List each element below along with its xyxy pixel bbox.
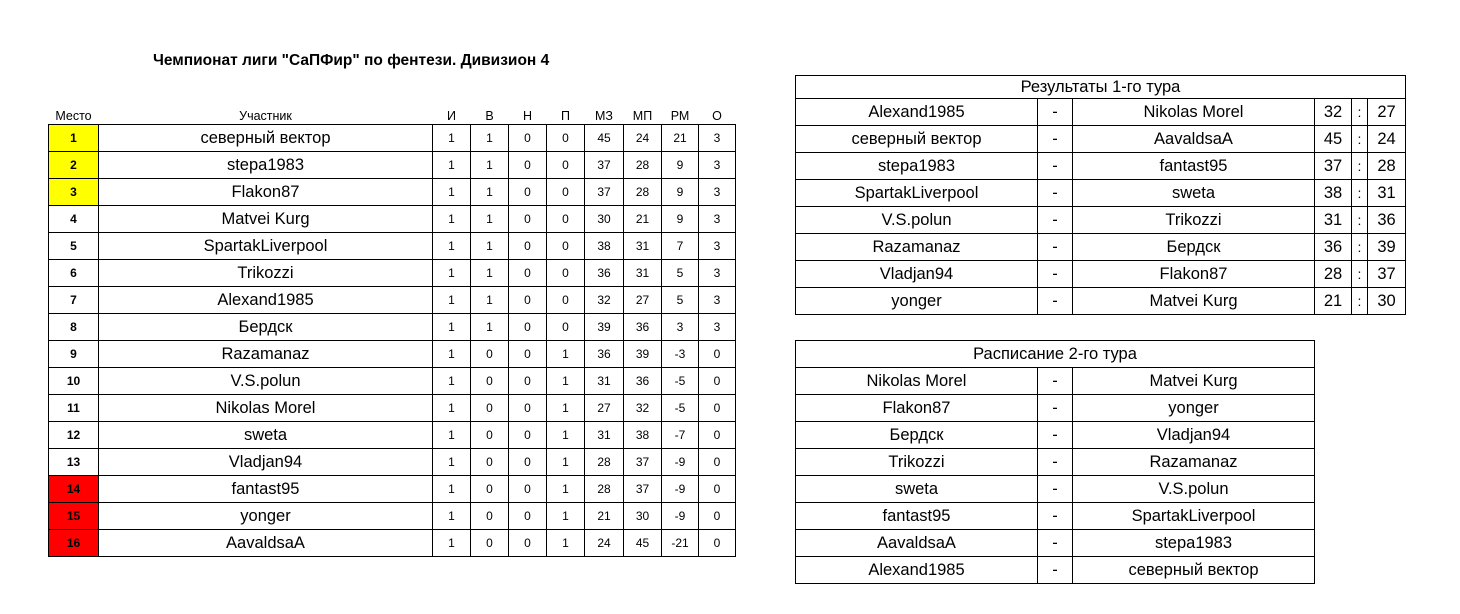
column-header: О (712, 109, 722, 123)
home-score: 32 (1315, 99, 1352, 126)
away-team: Trikozzi (1073, 207, 1315, 234)
stat-cell-p: 0 (547, 260, 585, 287)
stat-cell-i: 1 (433, 449, 471, 476)
away-team: AavaldsaA (1073, 126, 1315, 153)
place-cell: 14 (49, 476, 99, 503)
stat-cell-v: 0 (471, 341, 509, 368)
stat-cell-p: 0 (547, 287, 585, 314)
dash-separator: - (1038, 126, 1073, 153)
participant-cell: северный вектор (99, 125, 433, 152)
away-score: 39 (1368, 234, 1406, 261)
stat-cell-v: 0 (471, 422, 509, 449)
home-team: Alexand1985 (796, 557, 1038, 584)
home-score: 21 (1315, 288, 1352, 315)
dash-separator: - (1038, 207, 1073, 234)
stat-cell-mz: 21 (585, 503, 624, 530)
dash-separator: - (1038, 395, 1073, 422)
stat-cell-mz: 37 (585, 152, 624, 179)
score-colon: : (1352, 99, 1368, 126)
stat-cell-i: 1 (433, 314, 471, 341)
stat-cell-p: 0 (547, 125, 585, 152)
standings-header-row (49, 101, 736, 125)
stat-cell-rm: 3 (662, 314, 699, 341)
stat-cell-n: 0 (509, 422, 547, 449)
stat-cell-p: 0 (547, 314, 585, 341)
home-team: AavaldsaA (796, 530, 1038, 557)
stat-cell-mp: 32 (624, 395, 662, 422)
home-team: Vladjan94 (796, 261, 1038, 288)
participant-cell: Razamanaz (99, 341, 433, 368)
stat-cell-rm: 7 (662, 233, 699, 260)
home-team: fantast95 (796, 503, 1038, 530)
stat-cell-p: 0 (547, 233, 585, 260)
away-team: Matvei Kurg (1073, 368, 1315, 395)
stat-cell-o: 0 (699, 395, 736, 422)
stat-cell-v: 0 (471, 368, 509, 395)
home-team: Flakon87 (796, 395, 1038, 422)
stat-cell-rm: -9 (662, 503, 699, 530)
stat-cell-rm: 9 (662, 152, 699, 179)
result-row (796, 207, 1406, 234)
stat-cell-p: 1 (547, 368, 585, 395)
stat-cell-mp: 38 (624, 422, 662, 449)
stat-cell-o: 0 (699, 530, 736, 557)
result-row (796, 99, 1406, 126)
home-team: северный вектор (796, 126, 1038, 153)
stat-cell-n: 0 (509, 206, 547, 233)
participant-cell: Alexand1985 (99, 287, 433, 314)
table-row (49, 449, 736, 476)
stat-cell-rm: 21 (662, 125, 699, 152)
dash-separator: - (1038, 422, 1073, 449)
participant-cell: stepa1983 (99, 152, 433, 179)
place-cell: 12 (49, 422, 99, 449)
schedule-table (795, 340, 1315, 584)
participant-cell: Бердск (99, 314, 433, 341)
stat-cell-mz: 36 (585, 260, 624, 287)
stat-cell-mz: 31 (585, 422, 624, 449)
table-row (49, 152, 736, 179)
away-team: Matvei Kurg (1073, 288, 1315, 315)
away-team: Razamanaz (1073, 449, 1315, 476)
away-score: 27 (1368, 99, 1406, 126)
home-score: 38 (1315, 180, 1352, 207)
away-score: 30 (1368, 288, 1406, 315)
stat-cell-o: 0 (699, 503, 736, 530)
place-cell: 4 (49, 206, 99, 233)
stat-cell-p: 1 (547, 449, 585, 476)
stat-cell-mp: 24 (624, 125, 662, 152)
away-score: 31 (1368, 180, 1406, 207)
participant-cell: AavaldsaA (99, 530, 433, 557)
schedule-row (796, 395, 1315, 422)
place-cell: 16 (49, 530, 99, 557)
stat-cell-v: 0 (471, 395, 509, 422)
stat-cell-n: 0 (509, 287, 547, 314)
column-header: В (485, 109, 494, 123)
table-row (49, 287, 736, 314)
stat-cell-i: 1 (433, 125, 471, 152)
stat-cell-mz: 38 (585, 233, 624, 260)
stat-cell-i: 1 (433, 476, 471, 503)
away-team: sweta (1073, 180, 1315, 207)
stat-cell-mp: 28 (624, 152, 662, 179)
stat-cell-o: 3 (699, 314, 736, 341)
stat-cell-mp: 31 (624, 260, 662, 287)
stat-cell-o: 3 (699, 179, 736, 206)
home-score: 28 (1315, 261, 1352, 288)
stat-cell-o: 3 (699, 287, 736, 314)
home-team: Razamanaz (796, 234, 1038, 261)
home-team: stepa1983 (796, 153, 1038, 180)
schedule-row (796, 503, 1315, 530)
stat-cell-n: 0 (509, 125, 547, 152)
stat-cell-n: 0 (509, 233, 547, 260)
schedule-row (796, 422, 1315, 449)
table-row (49, 125, 736, 152)
away-team: Vladjan94 (1073, 422, 1315, 449)
away-team: fantast95 (1073, 153, 1315, 180)
participant-cell: sweta (99, 422, 433, 449)
standings-table (48, 101, 736, 557)
dash-separator: - (1038, 288, 1073, 315)
home-team: Trikozzi (796, 449, 1038, 476)
stat-cell-n: 0 (509, 530, 547, 557)
schedule-caption: Расписание 2-го тура (796, 341, 1315, 368)
stat-cell-v: 1 (471, 260, 509, 287)
stat-cell-rm: -5 (662, 395, 699, 422)
column-header: Н (522, 109, 533, 123)
schedule-row (796, 368, 1315, 395)
result-row (796, 234, 1406, 261)
schedule-row (796, 476, 1315, 503)
stat-cell-i: 1 (433, 395, 471, 422)
home-score: 45 (1315, 126, 1352, 153)
stat-cell-v: 0 (471, 503, 509, 530)
stat-cell-o: 3 (699, 125, 736, 152)
stat-cell-p: 1 (547, 422, 585, 449)
away-team: yonger (1073, 395, 1315, 422)
away-score: 24 (1368, 126, 1406, 153)
result-row (796, 288, 1406, 315)
table-row (49, 368, 736, 395)
place-cell: 9 (49, 341, 99, 368)
score-colon: : (1352, 126, 1368, 153)
table-row (49, 341, 736, 368)
participant-cell: Matvei Kurg (99, 206, 433, 233)
place-cell: 7 (49, 287, 99, 314)
stat-cell-i: 1 (433, 179, 471, 206)
place-cell: 11 (49, 395, 99, 422)
results-caption: Результаты 1-го тура (796, 76, 1406, 99)
stat-cell-mp: 37 (624, 449, 662, 476)
stat-cell-o: 0 (699, 449, 736, 476)
stat-cell-rm: -7 (662, 422, 699, 449)
stat-cell-i: 1 (433, 503, 471, 530)
participant-cell: SpartakLiverpool (99, 233, 433, 260)
stat-cell-mz: 28 (585, 476, 624, 503)
stat-cell-p: 0 (547, 206, 585, 233)
away-team: stepa1983 (1073, 530, 1315, 557)
stat-cell-i: 1 (433, 341, 471, 368)
stat-cell-mp: 28 (624, 179, 662, 206)
table-row (49, 422, 736, 449)
stat-cell-mz: 24 (585, 530, 624, 557)
dash-separator: - (1038, 503, 1073, 530)
stat-cell-i: 1 (433, 530, 471, 557)
stat-cell-o: 0 (699, 341, 736, 368)
place-cell: 6 (49, 260, 99, 287)
schedule-row (796, 530, 1315, 557)
stat-cell-n: 0 (509, 314, 547, 341)
stat-cell-mz: 39 (585, 314, 624, 341)
score-colon: : (1352, 261, 1368, 288)
stat-cell-mz: 45 (585, 125, 624, 152)
participant-cell: Vladjan94 (99, 449, 433, 476)
stat-cell-v: 1 (471, 179, 509, 206)
stat-cell-mz: 37 (585, 179, 624, 206)
score-colon: : (1352, 234, 1368, 261)
table-row (49, 530, 736, 557)
stat-cell-rm: 5 (662, 287, 699, 314)
away-team: северный вектор (1073, 557, 1315, 584)
table-row (49, 503, 736, 530)
dash-separator: - (1038, 180, 1073, 207)
column-header: Место (55, 109, 92, 123)
stat-cell-rm: -21 (662, 530, 699, 557)
table-row (49, 314, 736, 341)
results-caption-row (796, 76, 1406, 99)
stat-cell-i: 1 (433, 287, 471, 314)
stat-cell-mp: 31 (624, 233, 662, 260)
stat-cell-n: 0 (509, 179, 547, 206)
stat-cell-v: 1 (471, 206, 509, 233)
stat-cell-mz: 28 (585, 449, 624, 476)
stat-cell-rm: 9 (662, 179, 699, 206)
place-cell: 3 (49, 179, 99, 206)
home-team: SpartakLiverpool (796, 180, 1038, 207)
stat-cell-o: 3 (699, 206, 736, 233)
stat-cell-p: 0 (547, 179, 585, 206)
stat-cell-v: 0 (471, 476, 509, 503)
stat-cell-p: 1 (547, 476, 585, 503)
stat-cell-v: 0 (471, 530, 509, 557)
stat-cell-v: 1 (471, 314, 509, 341)
home-team: sweta (796, 476, 1038, 503)
stat-cell-o: 3 (699, 260, 736, 287)
home-team: yonger (796, 288, 1038, 315)
table-row (49, 206, 736, 233)
score-colon: : (1352, 288, 1368, 315)
stat-cell-mp: 21 (624, 206, 662, 233)
table-row (49, 233, 736, 260)
column-header: Участник (239, 109, 292, 123)
stat-cell-mp: 45 (624, 530, 662, 557)
stat-cell-rm: -3 (662, 341, 699, 368)
stat-cell-mp: 30 (624, 503, 662, 530)
stat-cell-o: 0 (699, 476, 736, 503)
score-colon: : (1352, 207, 1368, 234)
result-row (796, 126, 1406, 153)
stat-cell-n: 0 (509, 503, 547, 530)
stat-cell-mz: 32 (585, 287, 624, 314)
home-team: Alexand1985 (796, 99, 1038, 126)
schedule-row (796, 449, 1315, 476)
stat-cell-i: 1 (433, 152, 471, 179)
home-team: Nikolas Morel (796, 368, 1038, 395)
place-cell: 10 (49, 368, 99, 395)
result-row (796, 261, 1406, 288)
stat-cell-p: 0 (547, 152, 585, 179)
stat-cell-o: 3 (699, 233, 736, 260)
stat-cell-p: 1 (547, 530, 585, 557)
stat-cell-v: 1 (471, 152, 509, 179)
page-title: Чемпионат лиги "СаПФир" по фентези. Дивизион 4 (153, 52, 550, 69)
dash-separator: - (1038, 557, 1073, 584)
away-team: V.S.polun (1073, 476, 1315, 503)
stat-cell-o: 0 (699, 368, 736, 395)
stat-cell-mz: 36 (585, 341, 624, 368)
home-team: Бердск (796, 422, 1038, 449)
dash-separator: - (1038, 99, 1073, 126)
schedule-caption-row (796, 341, 1315, 368)
away-score: 36 (1368, 207, 1406, 234)
table-row (49, 260, 736, 287)
column-header: РМ (670, 109, 690, 123)
participant-cell: V.S.polun (99, 368, 433, 395)
away-score: 37 (1368, 261, 1406, 288)
stat-cell-mp: 36 (624, 368, 662, 395)
stat-cell-i: 1 (433, 206, 471, 233)
result-row (796, 180, 1406, 207)
result-row (796, 153, 1406, 180)
stat-cell-mp: 39 (624, 341, 662, 368)
stat-cell-v: 1 (471, 233, 509, 260)
stat-cell-n: 0 (509, 449, 547, 476)
score-colon: : (1352, 153, 1368, 180)
away-team: SpartakLiverpool (1073, 503, 1315, 530)
table-row (49, 179, 736, 206)
stat-cell-mz: 31 (585, 368, 624, 395)
stat-cell-n: 0 (509, 368, 547, 395)
stat-cell-o: 3 (699, 152, 736, 179)
column-header: П (561, 109, 570, 123)
table-row (49, 395, 736, 422)
stat-cell-p: 1 (547, 395, 585, 422)
stat-cell-n: 0 (509, 341, 547, 368)
away-score: 28 (1368, 153, 1406, 180)
stat-cell-rm: 5 (662, 260, 699, 287)
home-score: 31 (1315, 207, 1352, 234)
stat-cell-o: 0 (699, 422, 736, 449)
stat-cell-n: 0 (509, 395, 547, 422)
stat-cell-mp: 36 (624, 314, 662, 341)
place-cell: 1 (49, 125, 99, 152)
stat-cell-mz: 30 (585, 206, 624, 233)
place-cell: 2 (49, 152, 99, 179)
place-cell: 15 (49, 503, 99, 530)
column-header: МЗ (595, 109, 613, 123)
stat-cell-rm: -9 (662, 476, 699, 503)
away-team: Nikolas Morel (1073, 99, 1315, 126)
participant-cell: Trikozzi (99, 260, 433, 287)
column-header: МП (632, 109, 653, 123)
stat-cell-rm: 9 (662, 206, 699, 233)
stat-cell-mz: 27 (585, 395, 624, 422)
participant-cell: fantast95 (99, 476, 433, 503)
column-header: И (447, 109, 456, 123)
stat-cell-mp: 37 (624, 476, 662, 503)
score-colon: : (1352, 180, 1368, 207)
participant-cell: Flakon87 (99, 179, 433, 206)
stat-cell-v: 0 (471, 449, 509, 476)
place-cell: 8 (49, 314, 99, 341)
results-table (795, 75, 1406, 315)
stat-cell-n: 0 (509, 260, 547, 287)
stat-cell-p: 1 (547, 503, 585, 530)
table-row (49, 476, 736, 503)
stat-cell-i: 1 (433, 233, 471, 260)
dash-separator: - (1038, 530, 1073, 557)
stat-cell-v: 1 (471, 287, 509, 314)
stat-cell-i: 1 (433, 260, 471, 287)
stat-cell-rm: -9 (662, 449, 699, 476)
dash-separator: - (1038, 234, 1073, 261)
stat-cell-n: 0 (509, 476, 547, 503)
dash-separator: - (1038, 261, 1073, 288)
dash-separator: - (1038, 368, 1073, 395)
stat-cell-i: 1 (433, 422, 471, 449)
dash-separator: - (1038, 153, 1073, 180)
dash-separator: - (1038, 476, 1073, 503)
stat-cell-p: 1 (547, 341, 585, 368)
home-score: 36 (1315, 234, 1352, 261)
dash-separator: - (1038, 449, 1073, 476)
participant-cell: Nikolas Morel (99, 395, 433, 422)
home-score: 37 (1315, 153, 1352, 180)
stat-cell-n: 0 (509, 152, 547, 179)
stat-cell-i: 1 (433, 368, 471, 395)
away-team: Бердск (1073, 234, 1315, 261)
stat-cell-rm: -5 (662, 368, 699, 395)
place-cell: 5 (49, 233, 99, 260)
stat-cell-mp: 27 (624, 287, 662, 314)
schedule-row (796, 557, 1315, 584)
place-cell: 13 (49, 449, 99, 476)
participant-cell: yonger (99, 503, 433, 530)
home-team: V.S.polun (796, 207, 1038, 234)
stat-cell-v: 1 (471, 125, 509, 152)
away-team: Flakon87 (1073, 261, 1315, 288)
